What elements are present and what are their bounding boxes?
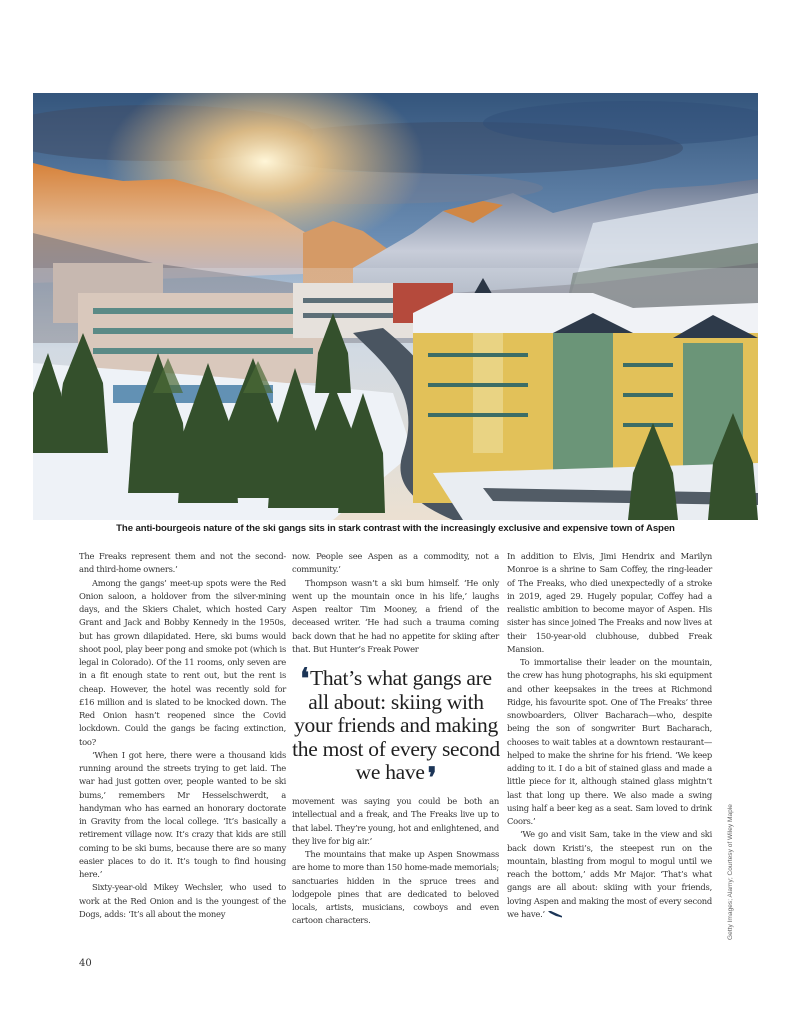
pull-quote-text: That’s what gangs are all about: skiing with your friends and making the most of every second we have (292, 666, 500, 785)
hero-photo-aspen (33, 93, 758, 520)
photo-credit: Getty Images; Alamy; Courtesy of Wiley Maple (727, 804, 734, 940)
paragraph: Thompson wasn’t a ski bum himself. ‘He only went up the mountain once in his life,’ laughs Aspen realtor Tim Mooney, a friend of the deceased writer. ‘He had such a trauma coming back down that he had no appetite for skiing after that. But Hunter’s Freak Power (292, 577, 499, 654)
aspen-landscape-illustration (33, 93, 758, 520)
article-column-2-bottom (292, 795, 499, 928)
paragraph: The mountains that make up Aspen Snowmass are home to more than 150 home-made memorials; sanctuaries hidden in the spruce trees and lodgepole pines that are dedicated to beloved locals, artists, musicians, cowboys and even cartoon characters. (292, 849, 499, 926)
paragraph: movement was saying you could be both an intellectual and a freak, and The Freaks live up to that label. They’re young, hot and enlightened, and they live for big air.’ (292, 796, 499, 846)
photo-caption: The anti-bourgeois nature of the ski gangs sits in stark contrast with the increasingly exclusive and expensive town of Aspen (116, 523, 675, 534)
article-column-3 (507, 550, 712, 921)
paragraph: ‘When I got here, there were a thousand kids running around the streets trying to get laid. The war had just gotten over, people wanted to be ski bums,’ remembers Mr Hesselschwerdt, a handyman who has earned an honorary doctorate in Gravity from the local college. ‘It’s basically a retirement village now. It’s crazy that kids are still coming to be ski bums, because there are so many easier places to do it. It’s tough to find housing here.’ (79, 749, 286, 879)
paragraph-text: ‘We go and visit Sam, take in the view and ski back down Kristi’s, the steepest run on the mountain, blasting from mogul to mogul until we reach the bottom,’ adds Mr Major. ‘That’s what gangs are all about: skiing with your friends, loving Aspen and making the most of every second we have.’ (507, 829, 712, 919)
paragraph: To immortalise their leader on the mountain, the crew has hung photographs, his ski equipment and other keepsakes in the trees at Richmond Ridge, his favourite spot. One of The Freaks’ three snowboarders, Oliver Bacharach—who, despite being the son of songwriter Burt Bacharach, chooses to wait tables at a downtown restaurant—helped to make the shrine for his friend. ‘We keep adding to it. I do a bit of stained glass and made a little piece for it, although stained glass mightn’t last that long up there. We also made a swing using half a beer keg as a seat. Sam loved to drink Coors.’ (507, 657, 712, 826)
paragraph: The Freaks represent them and not the second- and third-home owners.’ (79, 551, 286, 575)
paragraph: Sixty-year-old Mikey Wechsler, who used to work at the Red Onion and is the youngest of the Dogs, adds: ‘It’s all about the money (79, 882, 286, 919)
open-quote-icon: ❛ (300, 664, 309, 695)
paragraph-last (507, 828, 712, 921)
paragraph: In addition to Elvis, Jimi Hendrix and Marilyn Monroe is a shrine to Sam Coffey, the ring-leader of The Freaks, who died unexpectedly of a stroke in 2019, aged 29. Hugely popular, Coffey had a realistic ambition to become mayor of Aspen. His sister has since joined The Freaks and now lives at their 150-year-old clubhouse, dubbed Freak Mansion. (507, 551, 712, 654)
article-column-1 (79, 550, 286, 921)
skier-end-mark-icon (547, 910, 563, 918)
paragraph: now. People see Aspen as a commodity, not a community.’ (292, 551, 499, 575)
article-column-2-top (292, 550, 499, 656)
pull-quote (291, 664, 501, 795)
paragraph: Among the gangs’ meet-up spots were the Red Onion saloon, a holdover from the silver-mining days, and the Skiers Chalet, which hosted Cary Grant and Jack and Bobby Kennedy in the 1950s, but has grown dilapidated. Here, ski bums would shoot pool, play beer pong and smoke pot (which is legal in Colorado). Of the 11 rooms, only seven are in a fit enough state to rent out, but the rent is cheap. However, the hotel was recently sold for £16 million and is slated to be knocked down. The Red Onion hasn’t reopened since the Covid lockdown. Could the gangs be facing extinction, too? (79, 577, 286, 747)
page-number: 40 (79, 958, 92, 969)
close-quote-icon: ❜ (427, 763, 437, 795)
